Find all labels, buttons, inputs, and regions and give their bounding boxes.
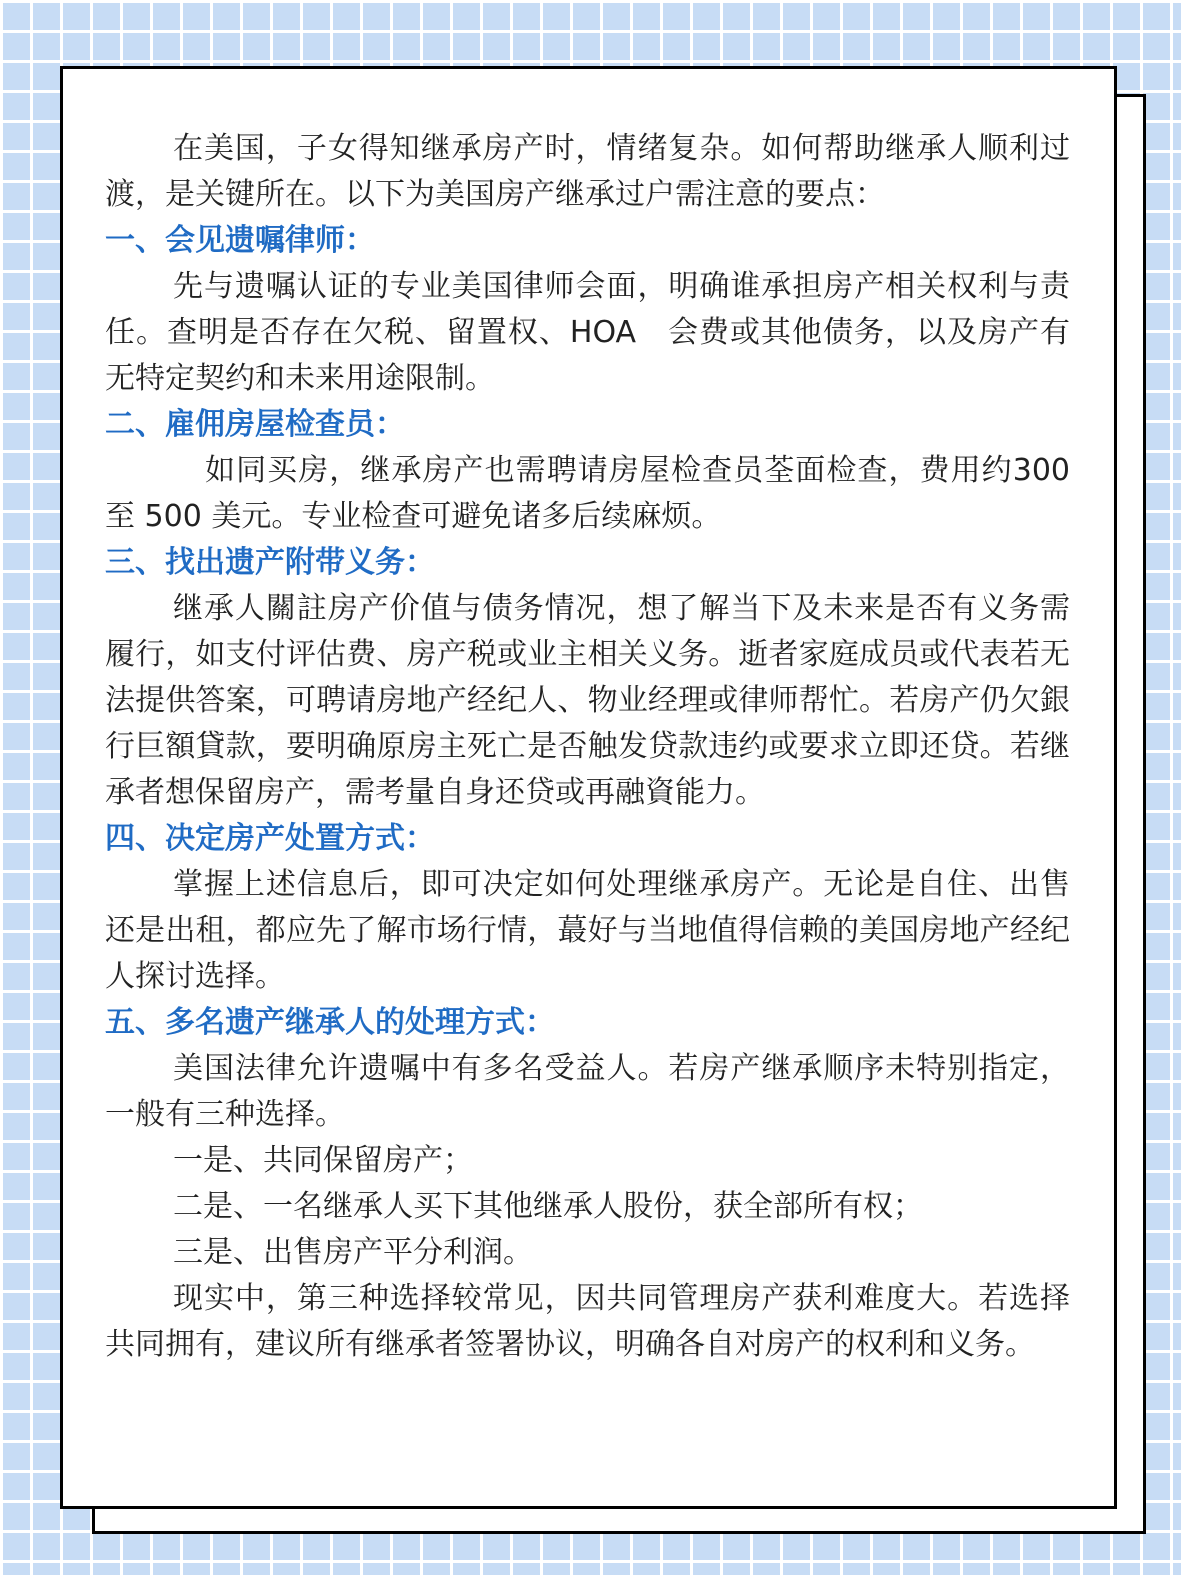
section-body-2: 如同买房，继承房产也需聘请房屋检查员荃面检查，费用约300 至 500 美元。专业检查可避免诸多后续麻烦。 <box>105 453 1070 534</box>
option-item-3: 三是、出售房产平分利润。 <box>173 1235 533 1270</box>
option-item-2: 二是、一名继承人买下其他继承人股份，获全部所有权； <box>173 1189 923 1224</box>
section-body-4: 掌握上述信息后，即可决定如何处理继承房产。无论是自住、出售还是出租，都应先了解市场行情，蕞好与当地值得信赖的美国房地产经纪人探讨选择。 <box>105 867 1070 994</box>
section-conclusion-5: 现实中，第三种选择较常见，因共同管理房产获利难度大。若选择共同拥有，建议所有继承者签署协议，明确各自对房产的权利和义务。 <box>105 1281 1070 1362</box>
section-heading-1: 一、会见遗嘱律师： <box>105 223 375 258</box>
section-body-3: 继承人關註房产价值与债务情况，想了解当下及未来是否有义务需履行，如支付评估费、房产税或业主相关义务。逝者家庭成员或代表若无法提供答案，可聘请房地产经纪人、物业经理或律师帮忙。若房产仍欠銀行巨額貸款，要明确原房主死亡是否触发贷款违约或要求立即还贷。若继承者想保留房产，需考量自身还贷或再融資能力。 <box>105 591 1070 810</box>
intro-paragraph: 在美国，子女得知继承房产时，情绪复杂。如何帮助继承人顺利过渡，是关键所在。以下为美国房产继承过户需注意的要点： <box>105 131 1070 212</box>
section-body-5: 美国法律允许遗嘱中有多名受益人。若房产继承顺序未特别指定，一般有三种选择。 <box>105 1051 1070 1132</box>
option-item-1: 一是、共同保留房产； <box>173 1143 473 1178</box>
section-heading-3: 三、找出遗产附带义务： <box>105 545 435 580</box>
section-heading-2: 二、雇佣房屋检查员： <box>105 407 405 442</box>
section-heading-4: 四、决定房产处置方式： <box>105 821 435 856</box>
article-content <box>105 126 1070 1368</box>
section-body-1: 先与遗嘱认证的专业美国律师会面，明确谁承担房产相关权利与责任。查明是否存在欠税、留置权、HOA 会费或其他债务，以及房产有无特定契约和未来用途限制。 <box>105 269 1070 396</box>
section-heading-5: 五、多名遗产继承人的处理方式： <box>105 1005 555 1040</box>
